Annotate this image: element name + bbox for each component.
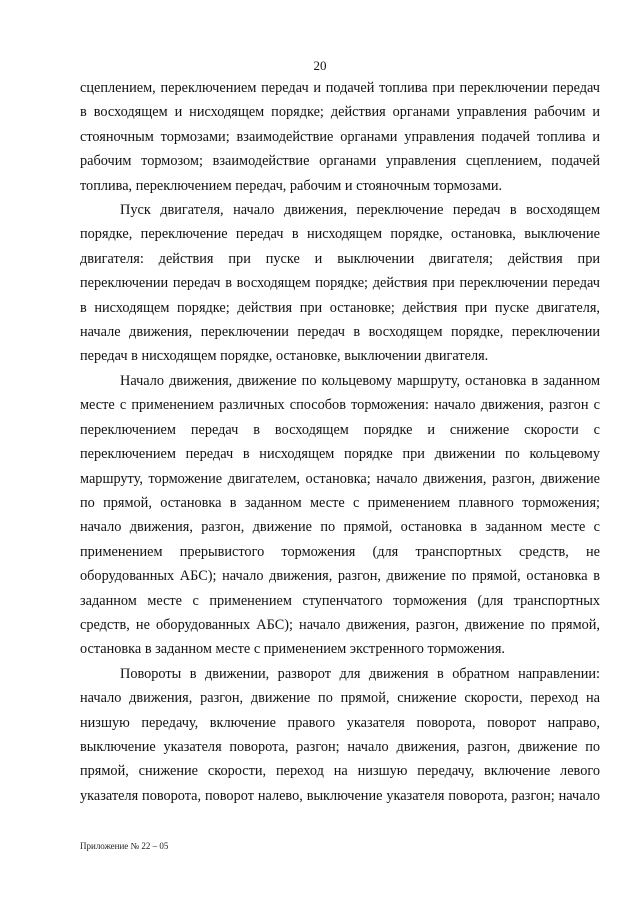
paragraph-2: Пуск двигателя, начало движения, переключение передач в восходящем порядке, переключение передач в нисходящем порядке, остановка, выключение двигателя: действия при пуске и выключении двигателя; действия при переключении передач в восходящем порядке; действия при переключении передач в нисходящем порядке; действия при остановке; действия при пуске двигателя, начале движения, переключении передач в восходящем порядке, переключении передач в нисходящем порядке, остановке, выключении двигателя. <box>80 202 600 365</box>
footer-appendix-label: Приложение № 22 – 05 <box>80 841 169 851</box>
paragraph-4: Повороты в движении, разворот для движения в обратном направлении: начало движения, разгон, движение по прямой, снижение скорости, переход на низшую передачу, включение правого указателя поворота, поворот направо, выключение указателя поворота, разгон; начало движения, разгон, движение по прямой, снижение скорости, переход на низшую передачу, включение левого указателя поворота, поворот налево, выключение указателя поворота, разгон; начало <box>80 665 600 804</box>
paragraph-1: сцеплением, переключением передач и подачей топлива при переключении передач в восходящем и нисходящем порядке; действия органами управления рабочим и стояночным тормозами; взаимодействие органами управления подачей топлива и рабочим тормозом; взаимодействие органами управления сцеплением, подачей топлива, переключением передач, рабочим и стояночным тормозами. <box>80 80 600 194</box>
body-text <box>80 76 600 808</box>
paragraph-3: Начало движения, движение по кольцевому маршруту, остановка в заданном месте с применением различных способов торможения: начало движения, разгон с переключением передач в восходящем порядке и снижение скорости с переключением передач в нисходящем порядке при движении по кольцевому маршруту, торможение двигателем, остановка; начало движения, разгон, движение по прямой, остановка в заданном месте с применением плавного торможения; начало движения, разгон, движение по прямой, остановка в заданном месте с применением прерывистого торможения (для транспортных средств, не оборудованных АБС); начало движения, разгон, движение по прямой, остановка в заданном месте с применением ступенчатого торможения (для транспортных средств, не оборудованных АБС); начало движения, разгон, движение по прямой, остановка в заданном месте с применением экстренного торможения. <box>80 372 600 658</box>
page-number: 20 <box>313 58 327 73</box>
